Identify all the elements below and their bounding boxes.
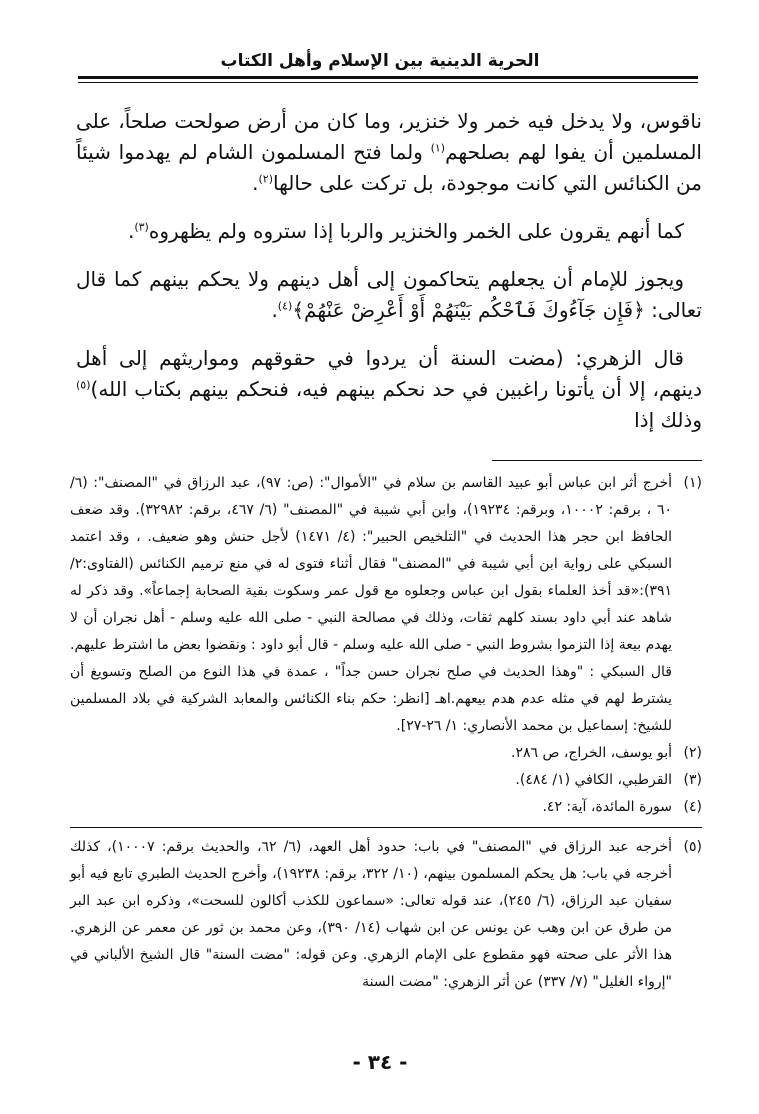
footnote-text: أخرجه عبد الرزاق في "المصنف" في باب: حدود أهل العهد، (٦/ ٦٢، والحديث برقم: ١٠٠٠٧)، كذلك أخرجه في باب: هل يحكم المسلمون بينهم، (١٠/ ٣٢٢، برقم: ١٩٢٣٨)، وأخرج الحديث الطبري تابع فيه أبو سفيان عبد الرزاق، (٦/ ٢٤٥)، عند قوله تعالى: «سماعون للكذب أكالون للسحت»، وذكره ابن عبد البر من طرق عن ابن وهب عن يونس عن ابن شهاب (١٤/ ٣٩٠)، وعن محمد بن ثور عن معمر عن الزهري. هذا الأثر على صحته فهو مقطوع على الإمام الزهري. وعن قوله: "مضت السنة" قال الشيخ الألباني في "إرواء الغليل" (٧/ ٣٣٧) عن أثر الزهري: "مضت السنة: [70, 839, 673, 990]
footnote-ref-1: (١): [430, 141, 446, 155]
footnote-number: (٤): [683, 799, 702, 815]
footnote-number: (٢): [683, 745, 702, 761]
header-rule-thick: [78, 76, 698, 79]
running-header-title: الحرية الدينية بين الإسلام وأهل الكتاب: [220, 51, 540, 71]
footnote-number: (٣): [683, 772, 702, 788]
footnote-ref-3: (٣): [134, 220, 149, 234]
paragraph-4: [76, 343, 702, 436]
paragraph-2-end: .: [127, 219, 135, 243]
paragraph-1-text-b: ولما فتح المسلمون الشام لم يهدموا شيئاً من الكنائس التي كانت موجودة، بل تركت على حالها: [76, 140, 702, 195]
footnote-ref-2: (٢): [258, 172, 273, 186]
footnote-text: القرطبي، الكافي (١/ ٤٨٤).: [515, 772, 672, 788]
footnote-1: [70, 470, 702, 740]
footnote-5: [70, 827, 702, 996]
footnote-separator: [492, 460, 702, 461]
paragraph-4-text: قال الزهري: (مضت السنة أن يردوا في حقوقهم ومواريثهم إلى أهل دينهم، إلا أن يأتونا راغبين في حد نحكم بينهم فيه، فنحكم بينهم بكتاب الله): [76, 346, 702, 401]
footnote-2: [70, 740, 702, 767]
page-number: - ٣٤ -: [352, 1050, 408, 1074]
footnote-ref-5: (٥): [76, 378, 91, 392]
paragraph-2-text: كما أنهم يقرون على الخمر والخنزير والربا إذا ستروه ولم يظهروه: [148, 219, 684, 243]
paragraph-3-text: ويجوز للإمام أن يجعلهم يتحاكمون إلى أهل دينهم ولا يحكم بينهم كما قال تعالى: ﴿فَإِن جَآءُوكَ فَٱحْكُم بَيْنَهُمْ أَوْ أَعْرِضْ عَنْهُمْ﴾: [76, 267, 702, 322]
footnote-number: (١): [683, 475, 702, 491]
footnote-text: سورة المائدة، آية: ٤٢.: [542, 799, 672, 815]
footnote-ref-4: (٤): [277, 299, 293, 313]
paragraph-1-text-a: ناقوس، ولا يدخل فيه خمر ولا خنزير، وما كان من أرض صولحت صلحاً، على المسلمين أن يفوا لهم بصلحهم: [76, 109, 702, 164]
paragraph-1-end: .: [252, 171, 259, 195]
footnote-4: [70, 794, 702, 821]
footnote-text: أخرج أثر ابن عباس أبو عبيد القاسم بن سلام في "الأموال": (ص: ٩٧)، عبد الرزاق في "المصنف": (٦/ ٦٠ ، برقم: ١٠٠٠٢، وبرقم: ١٩٢٣٤)، وابن أبي شيبة في "المصنف" (٦/ ٤٦٧، برقم: ٣٢٩٨٢). وقد ضعف الحافظ ابن حجر هذا الحديث في "التلخيص الحبير": (٤/ ١٤٧١) لأجل حنش وهو ضعيف. ، وقد اعتمد السبكي على رواية ابن أبي شيبة في "المصنف" فقال أثناء فتوى له في منع ترميم الكنائس (الفتاوى:٢/ ٣٩١):«قد أخذ العلماء بقول ابن عباس وجعلوه مع قول عمر وسكوت بقية الصحابة إجماعاً». وقد ذكر له شاهد عند أبي داود بسند كلهم ثقات، وذلك في مصالحة النبي - صلى الله عليه وسلم - أهل نجران أن لا يهدم بيعة إذا التزموا بشروط النبي - صلى الله عليه وسلم - قال أبو داود : ونقضوا بعض ما اشترط عليهم. قال السبكي : "وهذا الحديث في صلح نجران حسن جداً" ، عمدة في هذا النوع من الصلح وتسويغ أن يشترط لهم في مثله عدم هدم بيعهم.اهـ [انظر: حكم بناء الكنائس والمعابد الشركية في بلاد المسلمين للشيخ: إسماعيل بن محمد الأنصاري: ١/ ٢٦-٢٧].: [70, 475, 673, 734]
footnote-text: أبو يوسف، الخراج، ص ٢٨٦.: [511, 745, 672, 761]
header-rule-thin: [78, 82, 698, 83]
paragraph-2: [76, 216, 702, 247]
footnote-number: (٥): [683, 839, 702, 855]
paragraph-4-end: وذلك إذا: [634, 408, 702, 432]
paragraph-1: [76, 106, 702, 199]
paragraph-3: [76, 264, 702, 326]
footnote-3: [70, 767, 702, 794]
paragraph-3-end: .: [271, 298, 278, 322]
footnotes: [70, 470, 702, 996]
main-text: [76, 106, 702, 453]
